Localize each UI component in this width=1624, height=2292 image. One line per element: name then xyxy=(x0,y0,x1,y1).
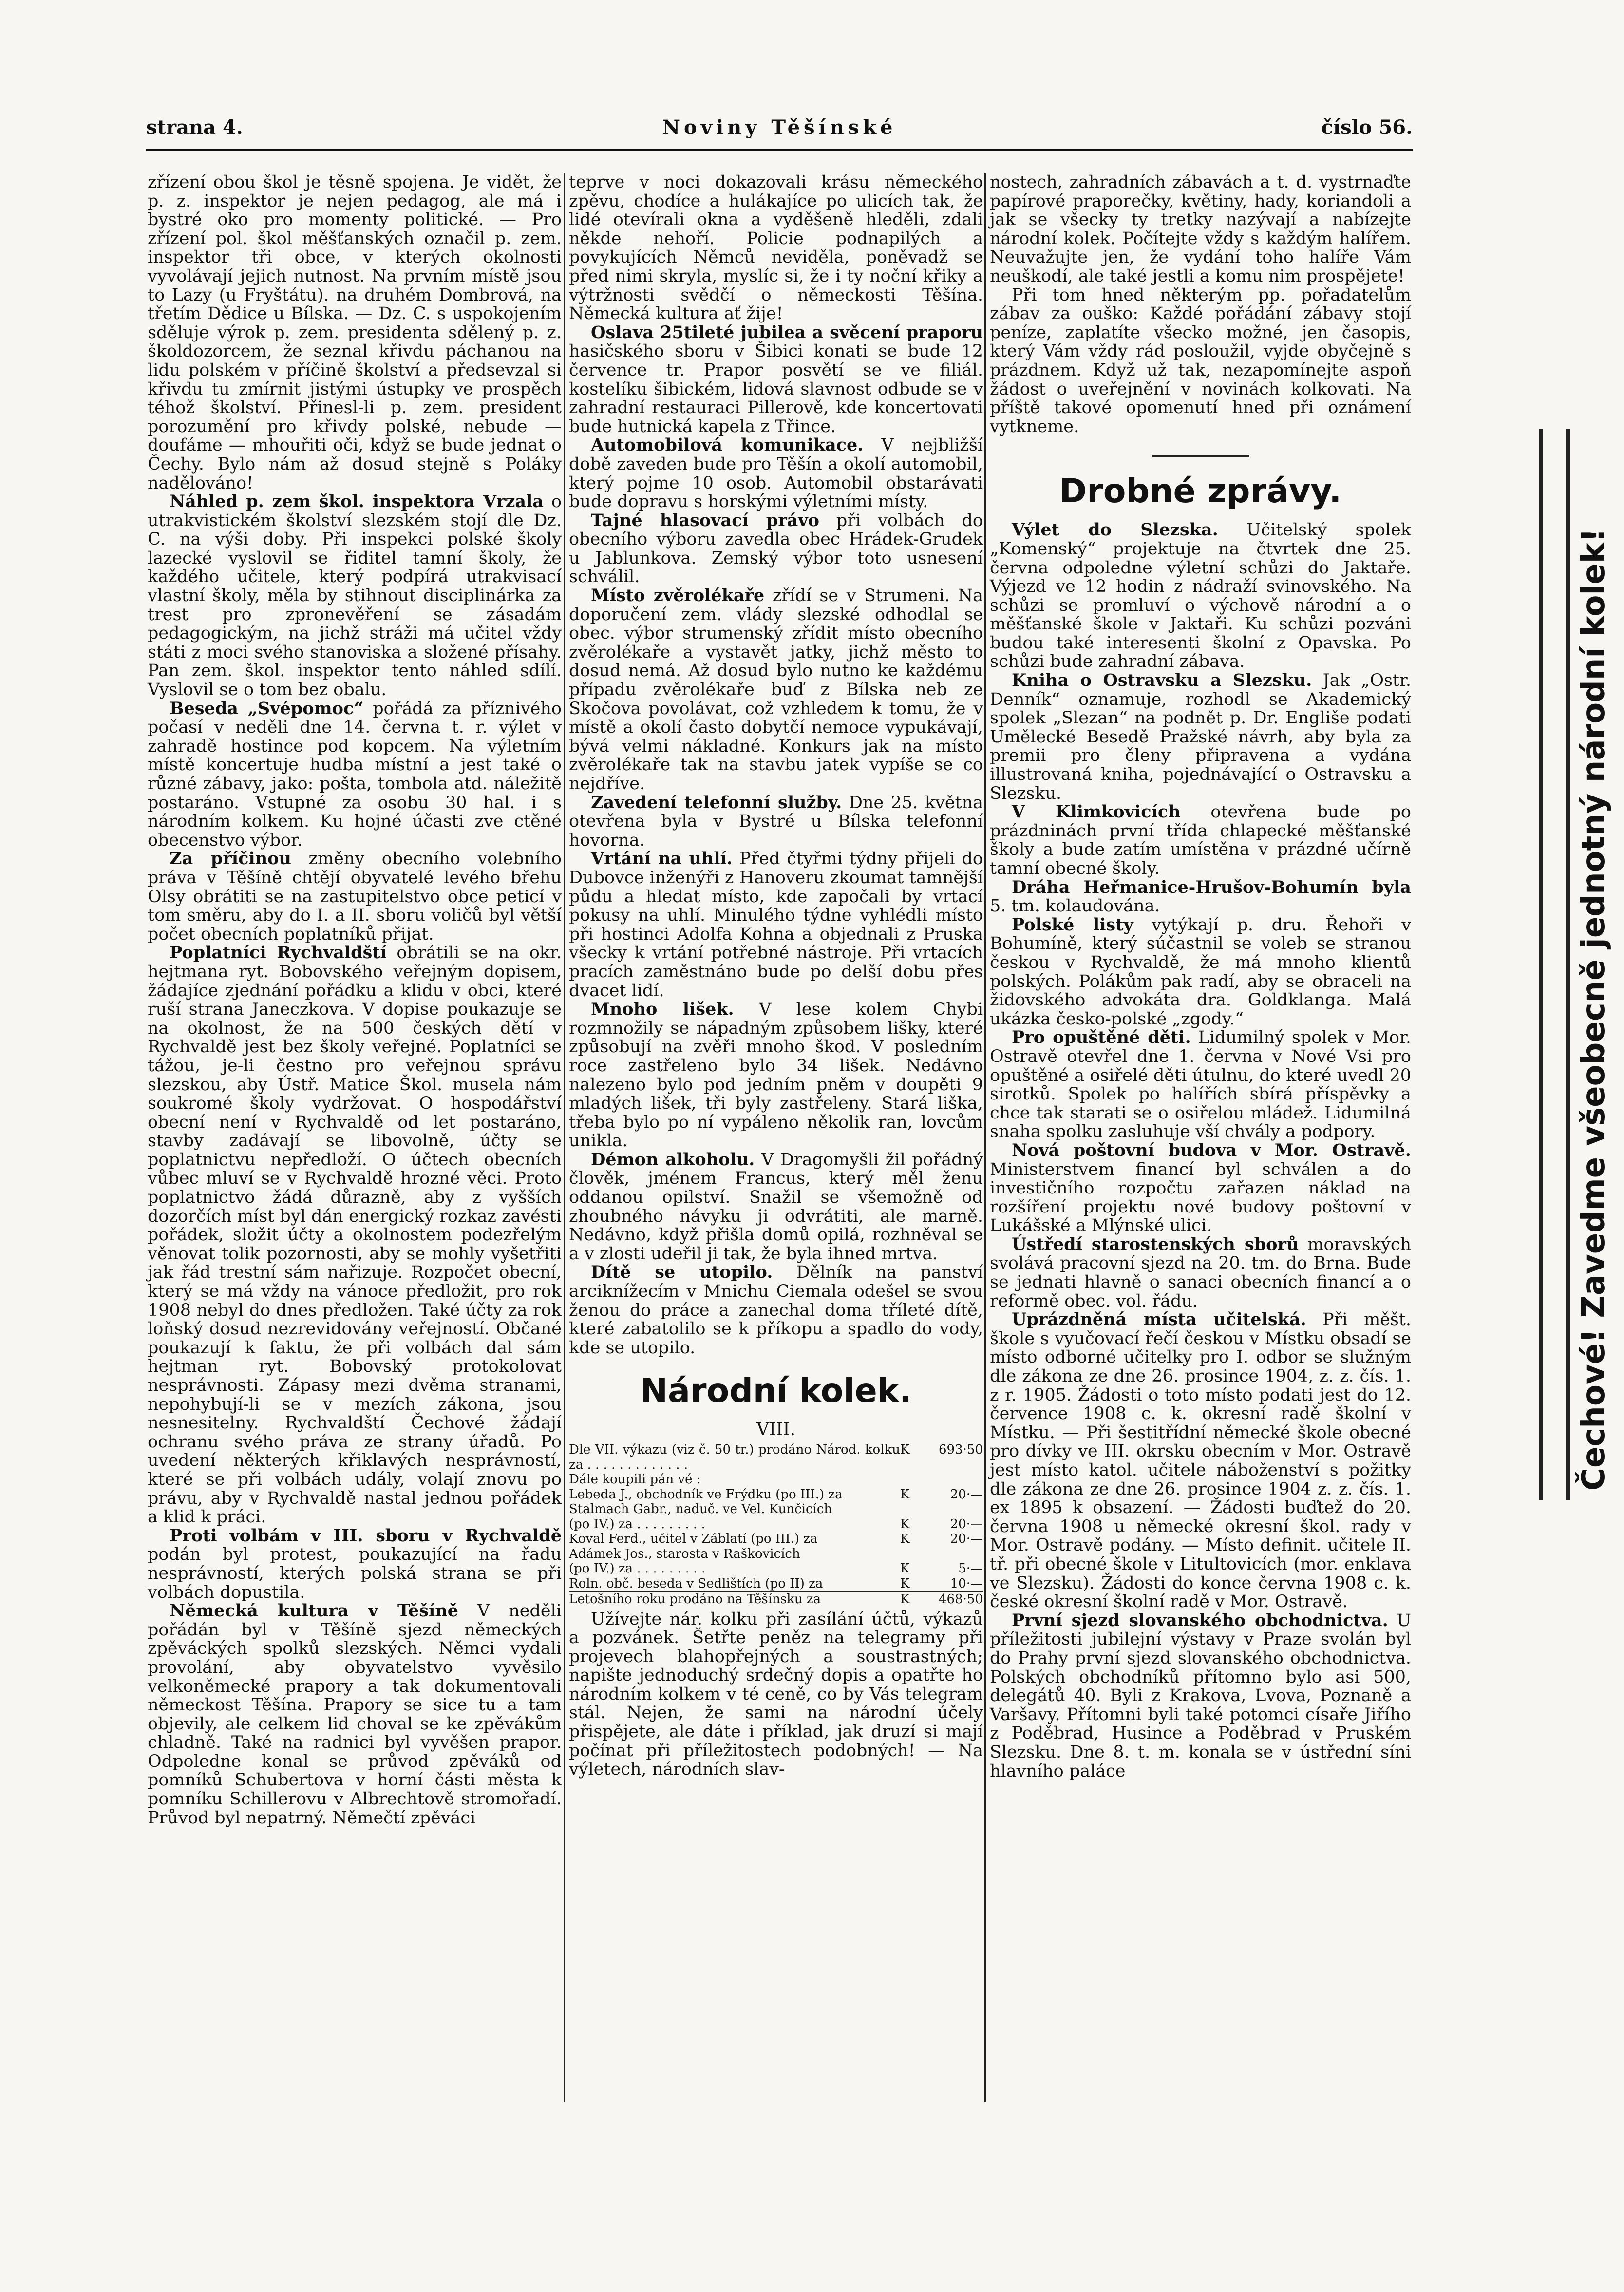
kolek-row-currency xyxy=(900,1547,929,1562)
article-paragraph xyxy=(148,700,562,850)
article-lead: Dráha Heřmanice-Hrušov-Bohumín byla xyxy=(1012,877,1411,897)
kolek-row xyxy=(569,1576,983,1591)
kolek-list xyxy=(569,1442,983,1607)
article-paragraph xyxy=(990,173,1411,286)
kolek-row-amount: 20·— xyxy=(950,1532,983,1546)
article-lead: Pro opuštěné děti. xyxy=(1012,1027,1191,1048)
article-lead: V Klimkovicích xyxy=(1012,802,1181,822)
column-divider xyxy=(564,173,565,2102)
article-lead: Náhled p. zem škol. inspektora Vrzala xyxy=(170,492,544,512)
kolek-heading: Národní kolek. xyxy=(640,1372,912,1411)
kolek-row-currency: K xyxy=(900,1516,910,1532)
kolek-row-amount: 693·50 xyxy=(939,1442,983,1457)
column-2 xyxy=(569,173,983,1779)
article-lead: Polské listy xyxy=(1012,914,1133,935)
article-paragraph xyxy=(569,436,983,511)
newspaper-title: Noviny Těšínské xyxy=(662,116,897,139)
article-lead: Vrtání na uhlí. xyxy=(591,849,733,869)
article-text: zřídí se v Strumeni. Na doporučení zem. vlády slezské odhodlal se obec. výbor strumenský zřídit místo obecního zvěrolékaře a vystavět jatky, jichž město to dosud nemá. Až dosud bylo nutno ke každému případu zvěrolékaře buď z Bílska neb ze Skočova povolávat, což vzhledem k tomu, že v místě a okolí často dobytčí nemoce vypukávají, bývá velmi nákladné. Konkurs jak na místo zvěrolékaře tak na stavbu jatek vypíše se co nejdříve. xyxy=(569,586,983,794)
article-lead: Nová poštovní budova v Mor. Ostravě. xyxy=(1012,1140,1411,1160)
kolek-row-amount: 5·— xyxy=(958,1561,983,1576)
article-lead: Německá kultura v Těšíně xyxy=(170,1601,458,1621)
article-text: Ministerstvem financí byl schválen a do investičního rozpočtu zařazen náklad na rozšíření projektu nové budovy poštovní v Lukášské a Mlýnské ulici. xyxy=(990,1159,1411,1236)
article-paragraph xyxy=(990,1141,1411,1235)
article-text: hasičského sboru v Šibici konati se bude 12 července tr. Prapor posvětí se ve filiál. kostelíku šibickém, lidová slavnost odbude se v zahradní restauraci Pillerově, kde koncertovati bude hutnická kapela z Třince. xyxy=(569,341,983,436)
article-text: Při měšt. škole s vyučovací řečí českou v Místku obsadí se místo odborné učitelky pro I. odbor se služným dle zákona ze dne 26. prosince 1904, z. z. čís. 1. z r. 1905. Žádosti o toto místo podati jest do 12. července 1908 c. k. okresní radě školní v Místku. — Při šestitřídní německé škole obecné pro dívky ve III. okrsku obecním v Mor. Ostravě jest místo katol. učitele náboženství s požitky dle zákona ze dne 26. prosince 1904 z. z. čís. 1. ex 1895 k obsazení. — Žádosti buďtež do 20. června 1908 u německé okresní škol. rady v Mor. Ostravě podány. — Místo definit. učitele II. tř. při obecné škole v Litultovicích (mor. enklava ve Slezsku). Žádosti do konce června 1908 c. k. české okresní školní radě v Mor. Ostravě. xyxy=(990,1310,1411,1612)
article-text: 5. tm. kolaudována. xyxy=(990,896,1160,916)
article-paragraph xyxy=(569,1000,983,1151)
article-text: Dělník na panství arciknížecím v Mnichu Ciemala odešel se svou ženou do práce a zanechal doma tříleté dítě, které zabatolilo se k příkopu a spadlo do vody, kde se utopilo. xyxy=(569,1263,983,1358)
article-lead: Dítě se utopilo. xyxy=(591,1262,773,1283)
kolek-row-currency: K xyxy=(900,1576,910,1591)
kolek-row-currency: K xyxy=(900,1561,910,1576)
article-lead: Zavedení telefonní služby. xyxy=(591,792,842,813)
kolek-row-label: Letošního roku prodáno na Těšínsku za xyxy=(569,1592,821,1607)
article-paragraph xyxy=(569,511,983,587)
article-lead: Místo zvěrolékaře xyxy=(591,586,765,606)
column-1 xyxy=(148,173,562,1827)
kolek-row xyxy=(569,1517,983,1532)
article-paragraph xyxy=(148,492,562,700)
article-paragraph xyxy=(148,173,562,492)
article-text: pořádá za příznivého počasí v neděli dne 14. června t. r. výlet v zahradě hostince pod kopcem. Na výletním místě koncertuje hudba místní a jest také o různé zábavy, jako: pošta, tombola atd. náležitě postaráno. Vstupné za osobu 30 hal. i s národním kolkem. Ku hojné účasti zve ctěné obecenstvo výbor. xyxy=(148,699,562,850)
article-text: otevřena bude po prázdninách první třída chlapecké měšťanské školy a bude zatím umístěna v prázdné učírně tamní obecné školy. xyxy=(990,802,1411,878)
section-separator xyxy=(1152,455,1249,457)
article-paragraph xyxy=(148,850,562,944)
article-text: U příležitosti jubilejní výstavy v Praze svolán byl do Prahy první sjezd slovanského obchodnictva. Polských obchodníků přítomno bylo asi 500, delegátů 40. Byli z Krakova, Lvova, Poznaně a Varšavy. Přítomni byli také potomci císaře Jiřího z Poděbrad, Husince a Poděbrad v Pruském Slezsku. Dne 8. t. m. konala se v ústřední síni hlavního paláce xyxy=(990,1610,1412,1781)
article-text: změny obecního volebního práva v Těšíně chtějí obyvatelé levého břehu Olsy obrátiti se na zastupitelstvo obce peticí v tom směru, aby do I. a II. sboru voličů byl větší počet obecních poplatníků přijat. xyxy=(148,849,562,944)
kolek-row-label: Stalmach Gabr., naduč. ve Vel. Kunčicích xyxy=(569,1502,832,1516)
kolek-row-amount xyxy=(929,1502,983,1517)
article-text: V neděli pořádán byl v Těšíně sjezd německých zpěváckých spolků slezských. Němci vydali provolání, aby obyvatelstvo vyvěsilo velkoněmecké prapory a tak dokumentovali německost Těšína. Prapory se sice tu a tam objevily, ale celkem lid choval se ke zpěvákům chladně. Také na radnici byl vyvěšen prapor. Odpoledne konal se průvod zpěváků od pomníků Schubertova v horní části města k pomníku Schillerovu v Albrechtově stromořadí. Průvod byl nepatrný. Němečtí zpěváci xyxy=(148,1601,562,1828)
article-paragraph xyxy=(990,286,1411,436)
kolek-row-label: Roln. obč. beseda v Sedlištích (po II) za xyxy=(569,1576,823,1591)
article-paragraph xyxy=(569,1263,983,1357)
article-paragraph xyxy=(990,671,1411,803)
article-text: V Dragomyšli žil pořádný člověk, jménem Francus, který měl ženu oddanou opilství. Snažil se všemožně od zhoubného návyku ji odvrátiti, ale marně. Nedávno, když přišla domů opilá, rozhněval se a v zlosti udeřil ji tak, že byla ihned mrtva. xyxy=(569,1150,983,1264)
article-paragraph xyxy=(569,794,983,850)
article-text: moravských svolává pracovní sjezd na 20. tm. do Brna. Bude se jednati hlavně o sanaci obecních financí a o reformě obec. vol. řádu. xyxy=(990,1234,1411,1311)
article-text: Lidumilný spolek v Mor. Ostravě otevřel dne 1. června v Nové Vsi pro opuštěné a osiřelé děti útulnu, do které uvedl 20 sirotků. Spolek po halířích sbírá příspěvky a chce tak starati se o osiřelou mládež. Lidumilná snaha spolku zasluhuje vší chvály a podpory. xyxy=(990,1028,1412,1142)
column-2-articles xyxy=(569,173,983,1357)
article-text: Před čtyřmi týdny přijeli do Dubovce inženýři z Hanoveru zkoumat tamnější půdu a hledat místo, kde započali by vrtací pokusy na uhlí. Minulého týdne vyhlédli místo při hostinci Adolfa Kohna a objednali z Pruska všecky k vrtání potřebné nástroje. Při vrtacích pracích zaměstnáno bude po delší dobu přes dvacet lidí. xyxy=(569,849,983,1001)
article-paragraph xyxy=(569,323,983,436)
kolek-row-currency: K xyxy=(900,1532,910,1546)
kolek-row-currency: K xyxy=(900,1592,910,1607)
article-text: při volbách do obecního výboru zavedla obec Hrádek-Grudek u Jablunkova. Zemský výbor toto usnesení schválil. xyxy=(569,511,983,587)
side-bar-line xyxy=(1539,429,1543,1500)
kolek-row-label: Koval Ferd., učitel v Záblatí (po III.) za xyxy=(569,1532,818,1546)
article-lead: Démon alkoholu. xyxy=(591,1149,755,1170)
article-text: teprve v noci dokazovali krásu německého zpěvu, chodíce a hulákajíce po ulicích tak, že lidé otevírali okna a vyděšeně hleděli, zdali někde nehoří. Policie podnapilých a povykujících Němců neviděla, poněvadž se před nimi skryla, myslíc si, že i ty noční křiky a výtržnosti svědčí o německosti Těšína. Německá kultura ať žije! xyxy=(569,172,983,324)
article-lead: Proti volbám v III. sboru v Rychvaldě xyxy=(170,1525,562,1546)
article-text: Učitelský spolek „Komenský“ projektuje na čtvrtek dne 25. června odpoledne výletní schůzi do Jaktaře. Výjezd ve 12 hodin z nádraží svinovského. Na schůzi se promluví o výchově národní a o měšťanské škole v Jaktaři. Ku schůzi pozváni budou také interesenti školní z Opavska. Po schůzi bude zahradní zábava. xyxy=(990,520,1412,672)
article-paragraph xyxy=(569,587,983,794)
article-lead: První sjezd slovanského obchodnictva. xyxy=(1012,1610,1388,1630)
article-text: Dne 25. května otevřena byla v Bystré u Bílska telefonní hovorna. xyxy=(569,793,983,850)
page-header xyxy=(146,116,1413,145)
kolek-row-currency: K xyxy=(900,1442,910,1457)
issue-number: číslo 56. xyxy=(1321,116,1413,139)
article-text: zřízení obou škol je těsně spojena. Je vidět, že p. z. inspektor je nejen pedagog, ale má i bystré oko pro momenty politické. — Pro zřízení pol. škol měšťanských označil p. zem. inspektor tři obce, v kterých okolnosti vyvolávají jejich nutnost. Na prvním místě jsou to Lazy (u Fryštátu). na druhém Dombrová, na třetím Dědice u Bílska. — Dz. C. s uspokojením sděluje výrok p. zem. presidenta sdělený p. z. školdozorcem, že seznal křivdu páchanou na lidu polském v příčině školství a předsevzal si křivdu tu zmírnit jistými ústupky ve prospěch téhož školství. Přinesl-li p. zem. president porozumění pro křivdy polské, nebude — doufáme — mhouřiti oči, když se bude jednat o Čechy. Bylo nám až dosud stejně s Poláky nadělováno! xyxy=(148,172,562,493)
article-text: Jak „Ostr. Denník“ oznamuje, rozhodl se Akademický spolek „Slezan“ na podnět p. Dr. Engliše podati Umělecké Besedě Pražské návrh, aby byla za premii pro členy připravena a vydána illustrovaná kniha, pojednávající o Ostravsku a Slezsku. xyxy=(990,671,1411,803)
article-paragraph xyxy=(990,521,1411,671)
article-text: o utrakvistickém školství slezském stojí dle Dz. C. na výši doby. Při inspekci polské školy lazecké vyslovil se řiditel tamní školy, že každého učitele, který podpírá utrakvisací vlastní školy, měla by stihnout disciplinárka za trest pro zpronevěření se zásadám pedagogickým, na jichž stráži má učitel vždy státi z moci svého stanoviska a složené přísahy. Pan zem. škol. inspektor tento náhled sdílí. Vyslovil se o tom bez obalu. xyxy=(148,492,562,700)
drobne-heading: Drobné zprávy. xyxy=(1059,472,1342,511)
article-text: V lese kolem Chybi rozmnožily se nápadným způsobem lišky, které způsobují na zvěři mnoho škod. V posledním roce zastřeleno bylo 34 lišek. Nedávno nalezeno bylo pod jedním pněm v doupěti 9 mladých lišek, tři byly zastřeleny. Stará liška, třeba bylo po ní vypáleno několik ran, lovcům unikla. xyxy=(569,1000,983,1151)
article-paragraph xyxy=(569,1151,983,1264)
article-paragraph xyxy=(148,1527,562,1602)
column-3 xyxy=(990,173,1411,1781)
article-paragraph xyxy=(148,944,562,1526)
kolek-row xyxy=(569,1472,983,1487)
header-rule xyxy=(146,149,1413,151)
kolek-text: Užívejte nár. kolku při zasílání účtů, výkazů a pozvánek. Šetřte peněz na telegramy při projevech blahopřejných a soustrastných; napište jednoduchý srdečný dopis a opatřte ho národním kolkem v té ceně, co by Vás telegram stál. Nejen, že sami na národní účely přispějete, ale dáte i příklad, jak druzí si mají počínat při příležitostech podobných! — Na výletech, národních slav- xyxy=(569,1609,983,1780)
article-paragraph xyxy=(990,1310,1411,1611)
side-bar-line xyxy=(1566,429,1570,1500)
article-lead: Ústředí starostenských sborů xyxy=(1012,1234,1299,1254)
article-text: obrátili se na okr. hejtmana ryt. Bobovského veřejným dopisem, žádajíce zjednání pořádku a klidu v obci, které ruší strana Janeczkova. V dopise poukazuje se na okolnost, že na 500 českých dětí v Rychvaldě jest bez školy veřejné. Poplatníci se tážou, je-li čestno pro veřejnou správu slezskou, aby Ústř. Matice Škol. musela nám soukromé školy vydržovat. O hospodářství obecní není v Rychvaldě od let postaráno, stavby zadávají se libovolně, účty se poplatnictvu nepředloží. O účtech obecních vůbec mluví se v Rychvaldě hrozné věci. Proto poplatnictvo žádá důrazně, aby z vyšších dozorčích míst byl dán energický rozkaz zavésti pořádek, složit účty a okolnostem podezřelým věnovat tolik pozornosti, aby se mohly vyšetřiti jak řád trestní sám nařizuje. Rozpočet obecní, který se má vždy na vánoce předložit, pro rok 1908 nebyl do dnes předložen. Také účty za rok loňský dosud nezrevidovány veřejností. Občané poukazují k faktu, že při volbách dal sám hejtman ryt. Bobovský protokolovat nesprávnosti. Zápasy mezi dvěma stranami, nepohybují-li se v mezích zákona, jsou nesnesitelny. Rychvaldští Čechové žádají ochranu svého práva ze strany úřadů. Po uvedení některých křiklavých nesprávností, které se při volbách udály, volají znovu po právu, aby v Rychvaldě nastal jednou pořádek a klid k práci. xyxy=(148,943,562,1527)
article-paragraph xyxy=(569,173,983,323)
kolek-row-amount: 20·— xyxy=(950,1487,983,1502)
article-paragraph xyxy=(990,878,1411,916)
article-lead: Poplatníci Rychvaldští xyxy=(170,943,387,963)
article-paragraph xyxy=(990,1028,1411,1141)
article-lead: Mnoho lišek. xyxy=(591,999,734,1020)
drobne-items xyxy=(990,521,1411,1781)
kolek-row-amount: 20·— xyxy=(950,1516,983,1532)
article-lead: Beseda „Svépomoc“ xyxy=(170,698,364,719)
article-lead: Tajné hlasovací právo xyxy=(591,510,820,530)
kolek-row-currency: K xyxy=(900,1487,910,1502)
kolek-row xyxy=(569,1487,983,1502)
kolek-row xyxy=(569,1502,983,1517)
article-lead: Výlet do Slezska. xyxy=(1012,520,1218,540)
article-text: podán byl protest, poukazující na řadu nesprávností, kterých polská strana se při volbách dopustila. xyxy=(148,1545,562,1602)
kolek-number: VIII. xyxy=(756,1420,796,1440)
kolek-row-label: Adámek Jos., starosta v Raškovicích xyxy=(569,1546,800,1561)
kolek-row xyxy=(569,1591,983,1607)
article-text: vytýkají p. dru. Řehoři v Bohumíně, který súčastnil se voleb se stranou českou v Rychvaldě, že má mnoho klientů polských. Polákům pak radí, aby se obraceli na židovského advokáta dra. Goldklanga. Malá ukázka česko-polské „zgody.“ xyxy=(990,915,1411,1029)
article-text: V nejbližší době zaveden bude pro Těšín a okolí automobil, který pojme 10 osob. Automobil obstarávati bude dopravu s horskými výletními místy. xyxy=(569,436,983,512)
article-text: nostech, zahradních zábavách a t. d. vystrnaďte papírové praporečky, květiny, hady, koriandoli a jak se všecky ty tretky nazývají a nabízejte národní kolek. Počítejte vždy s každým halířem. Neuvažujte jen, že vydání toho halíře Vám neuškodí, ale také jestli a komu nim prospějete! xyxy=(990,172,1411,286)
kolek-row xyxy=(569,1561,983,1576)
column-divider xyxy=(984,173,986,2102)
kolek-row-label: Dále koupili pán vé : xyxy=(569,1472,701,1487)
kolek-row-currency xyxy=(900,1502,929,1517)
kolek-row-label: (po IV.) za . . . . . . . . . xyxy=(569,1561,705,1576)
kolek-row-amount: 10·— xyxy=(950,1576,983,1591)
article-paragraph xyxy=(990,916,1411,1029)
article-lead: Kniha o Ostravsku a Slezsku. xyxy=(1012,670,1312,691)
article-lead: Uprázdněná místa učitelská. xyxy=(1012,1309,1306,1330)
article-paragraph xyxy=(569,850,983,1000)
page-number: strana 4. xyxy=(146,116,243,139)
article-lead: Za příčinou xyxy=(170,849,291,869)
article-paragraph xyxy=(990,1611,1411,1781)
kolek-row-currency xyxy=(900,1472,929,1487)
side-banner xyxy=(1539,429,1612,1500)
kolek-row xyxy=(569,1532,983,1547)
side-banner-text: Čechové! Zavedme všeobecně jednotný národní kolek! xyxy=(1576,528,1612,1491)
article-paragraph xyxy=(990,803,1411,878)
kolek-row xyxy=(569,1547,983,1562)
article-lead: Automobilová komunikace. xyxy=(591,435,864,455)
article-lead: Oslava 25tileté jubilea a svěcení praporu xyxy=(591,322,983,342)
kolek-row-amount xyxy=(929,1547,983,1562)
column-3-top xyxy=(990,173,1411,436)
kolek-row-label: Dle VII. výkazu (viz č. 50 tr.) prodáno Národ. kolku za . . . . . . . . . . . . . xyxy=(569,1442,900,1472)
kolek-row-label: Lebeda J., obchodník ve Frýdku (po III.) za xyxy=(569,1487,843,1502)
kolek-row-label: (po IV.) za . . . . . . . . . xyxy=(569,1516,705,1532)
kolek-row-amount xyxy=(929,1472,983,1487)
kolek-row xyxy=(569,1442,983,1472)
kolek-row-amount: 468·50 xyxy=(939,1592,983,1607)
article-paragraph xyxy=(148,1602,562,1827)
article-text: Při tom hned některým pp. pořadatelům zábav za ouško: Každé pořádání zábavy stojí peníze, zaplatíte všecko možné, jen časopis, který Vám vždy rád posloužil, vyjde obyčejně s prázdnem. Když už tak, nezapomínejte aspoň žádost o uveřejnění v novinách kolkovati. Na příště takové opomenutí hned při oznámení vytkneme. xyxy=(990,285,1411,436)
article-paragraph xyxy=(990,1235,1411,1310)
